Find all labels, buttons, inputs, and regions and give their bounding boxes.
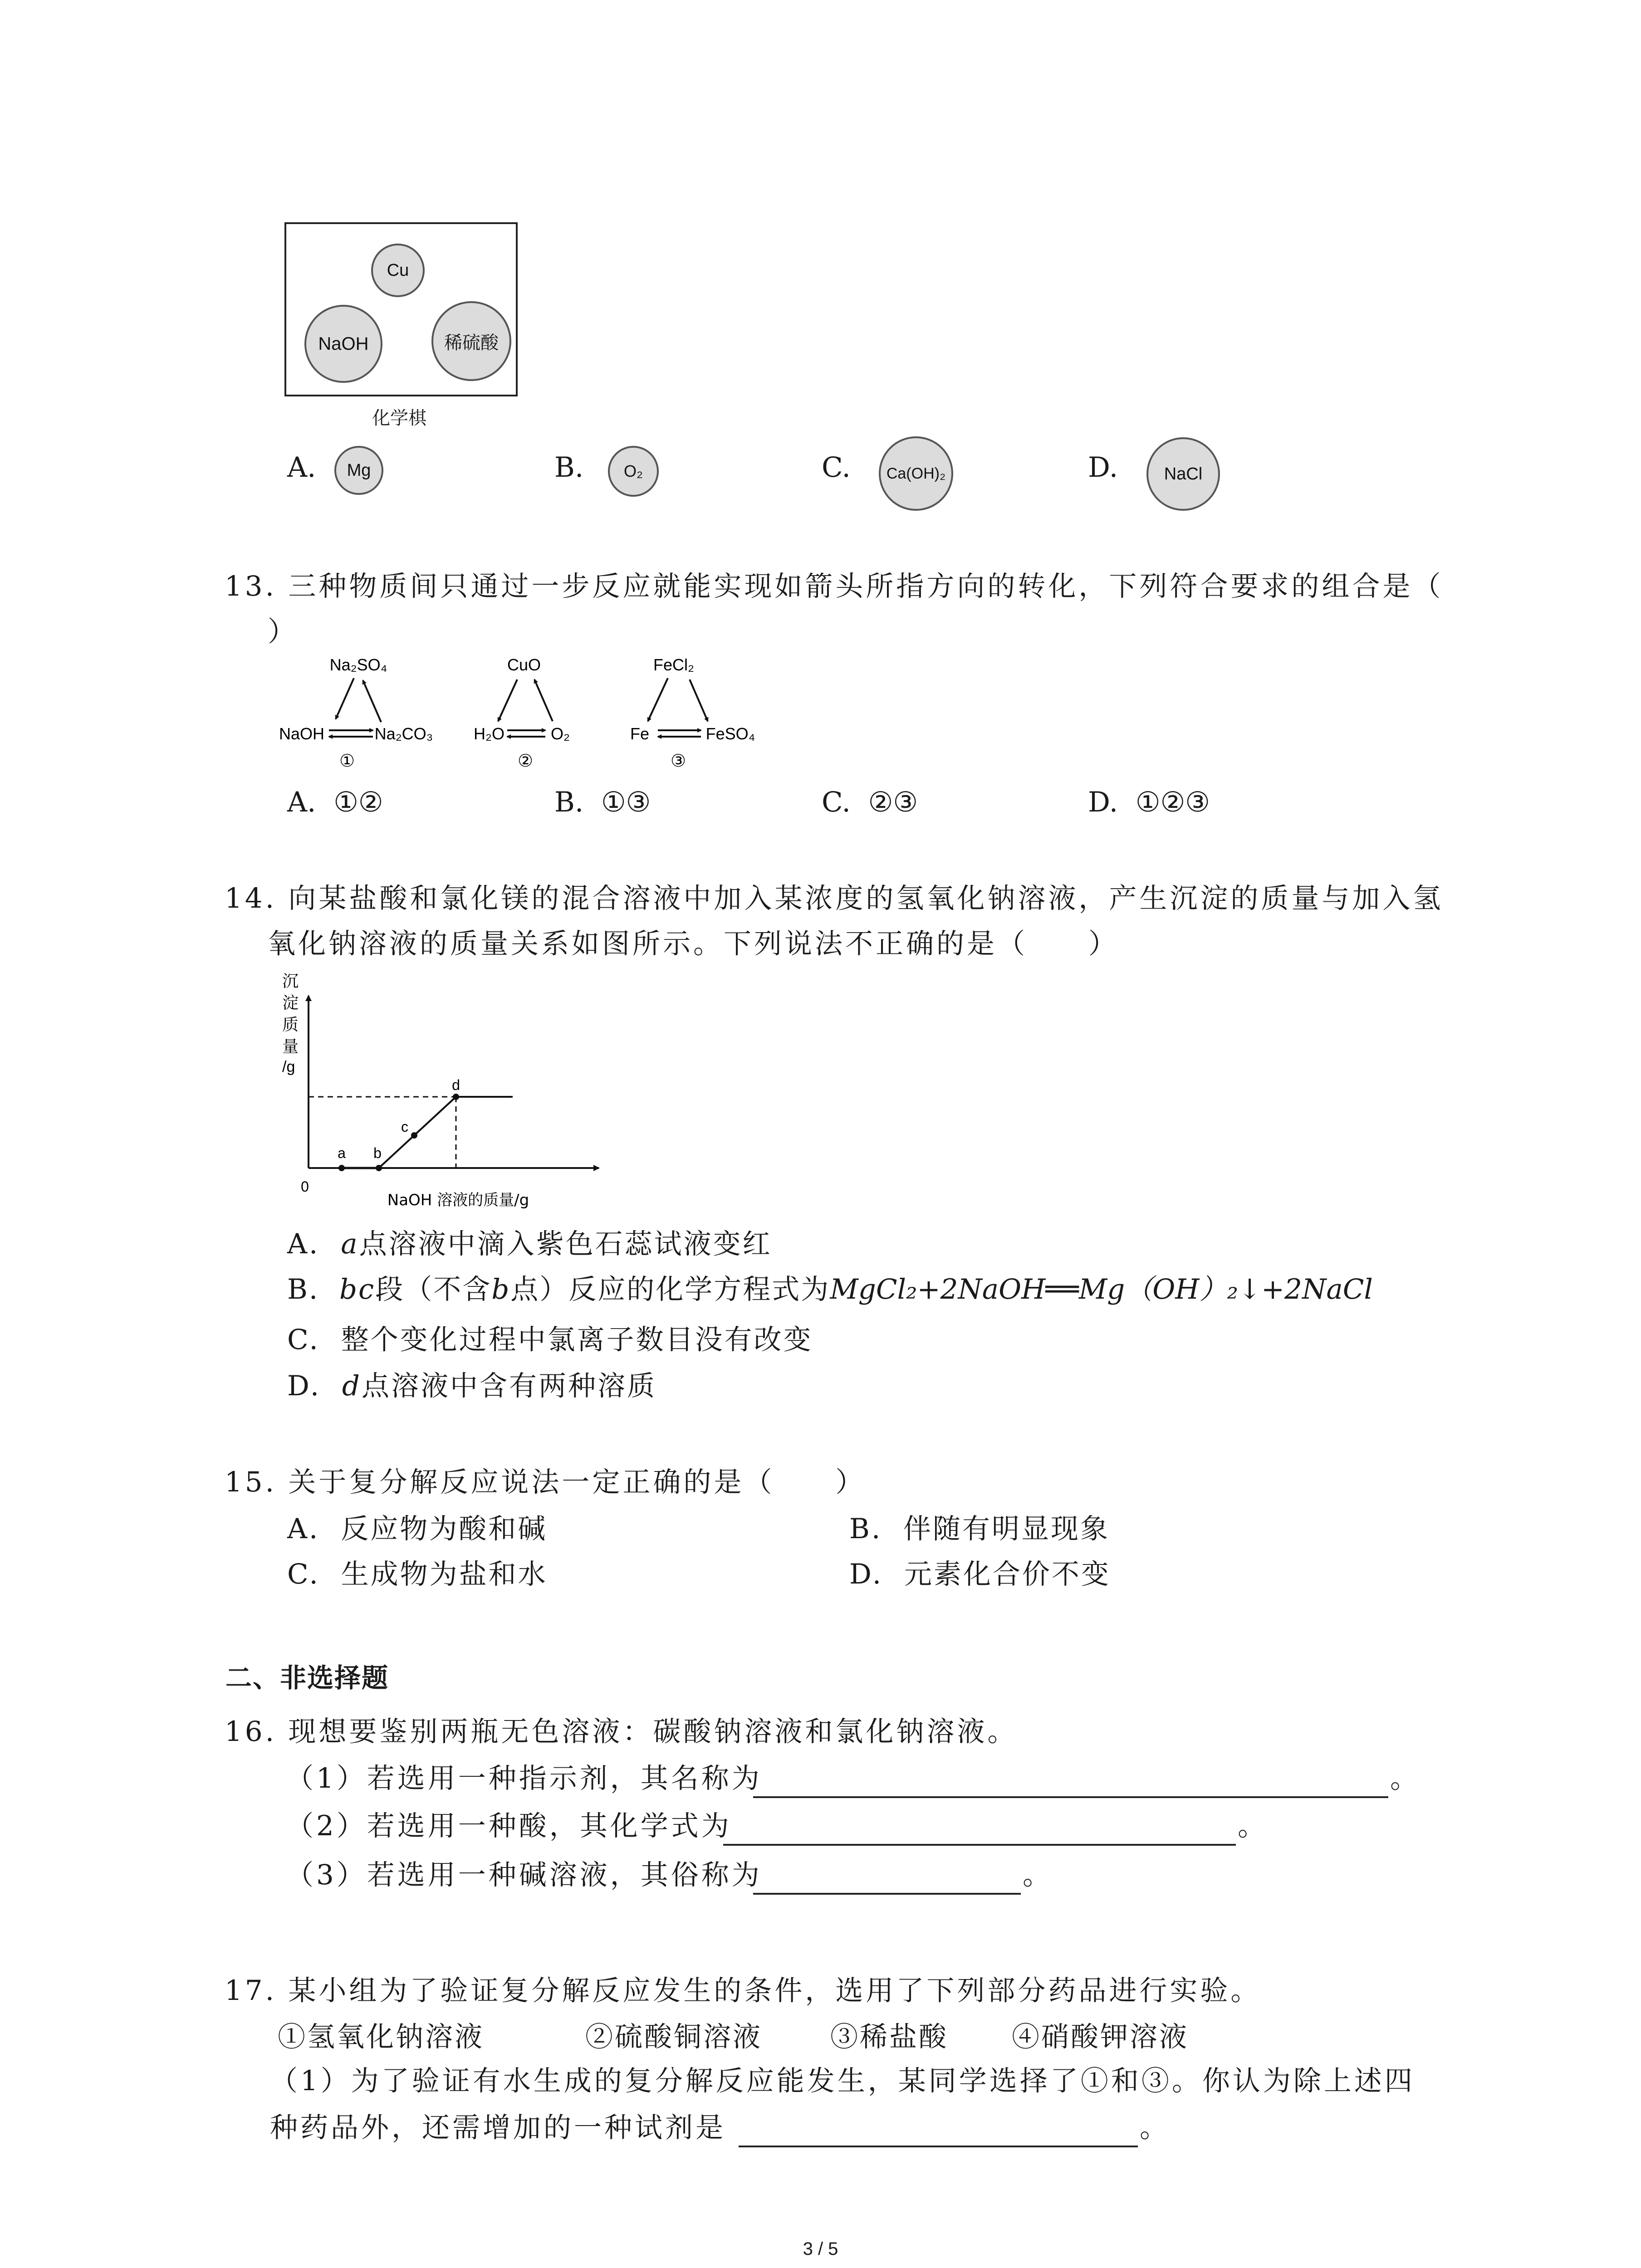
q12-option-c-piece[interactable]: Ca(OH)₂ [879,436,953,511]
q16-part1-answer-blank[interactable] [753,1796,1388,1798]
y-axis-label-4: 量 [282,1037,299,1056]
q16-stem: 16. 现想要鉴别两瓶无色溶液：碳酸钠溶液和氯化钠溶液。 [225,1716,1018,1748]
board-caption: 化学棋 [372,408,426,429]
x-axis-label: NaOH 溶液的质量/g [387,1191,529,1209]
diagram-1-right: Na₂CO₃ [374,724,433,743]
page-number: 3 / 5 [803,2239,838,2259]
precipitate-graph [272,968,635,1222]
q13-option-c[interactable]: C. ②③ [822,786,918,818]
y-axis-label-2: 淀 [282,994,299,1012]
q17-reagent-2: ②硫酸铜溶液 [585,2021,763,2053]
q14-stem-line2: 氧化钠溶液的质量关系如图所示。下列说法不正确的是（ ） [268,928,1119,960]
q12-option-c-letter[interactable]: C. [822,451,851,484]
q14-option-c[interactable]: C. 整个变化过程中氯离子数目没有改变 [287,1324,813,1356]
diagram-2-number: ② [517,751,534,771]
q15-option-c[interactable]: C. 生成物为盐和水 [287,1558,548,1590]
q15-option-d[interactable]: D. 元素化合价不变 [849,1558,1111,1590]
q13-option-a[interactable]: A. ①② [287,786,383,818]
q12-option-a-letter[interactable]: A. [287,451,316,484]
q13-stem-line2: ） [268,616,299,648]
q17-reagent-1: ①氢氧化钠溶液 [278,2021,485,2053]
q14-option-d[interactable]: D. d点溶液中含有两种溶质 [287,1370,656,1402]
y-axis-label-3: 质 [282,1016,299,1034]
q16-part1-text: （1）若选用一种指示剂，其名称为 [286,1762,762,1794]
q12-option-a-piece[interactable]: Mg [334,446,383,495]
q17-reagent-4: ④硝酸钾溶液 [1012,2021,1189,2053]
q17-part1-end: 。 [1140,2112,1168,2144]
q17-part1-line1: （1）为了验证有水生成的复分解反应能发生，某同学选择了①和③。你认为除上述四 [270,2065,1415,2097]
q16-part3-end: 。 [1023,1859,1051,1891]
q16-part2-end: 。 [1238,1810,1266,1842]
q17-part1-answer-blank[interactable] [739,2146,1138,2147]
point-a-label: a [338,1145,346,1161]
chemical-equation: MgCl₂+2NaOH══Mg（OH）₂↓+2NaCl [830,1273,1373,1305]
point-d-label: d [452,1077,460,1093]
diagram-2-top: CuO [507,655,541,674]
q17-stem: 17. 某小组为了验证复分解反应发生的条件，选用了下列部分药品进行实验。 [225,1975,1261,2007]
diagram-3-number: ③ [670,751,686,771]
q13-option-b[interactable]: B. ①③ [554,786,651,818]
q16-part2-text: （2）若选用一种酸，其化学式为 [286,1810,732,1842]
y-axis-label-1: 沉 [282,972,299,991]
diagram-3-top: FeCl₂ [653,655,694,674]
diagram-3-left: Fe [630,724,650,743]
diagram-1-left: NaOH [279,724,325,743]
q16-part1-end: 。 [1390,1762,1418,1794]
board-piece-cu: Cu [371,244,425,297]
point-c [411,1132,417,1139]
q16-part3-text: （3）若选用一种碱溶液，其俗称为 [286,1859,762,1891]
diagram-2-right: O₂ [551,724,570,743]
q15-stem: 15. 关于复分解反应说法一定正确的是（ ） [225,1466,866,1498]
q12-option-d-piece[interactable]: NaCl [1146,437,1220,511]
diagram-3-right: FeSO₄ [705,724,755,743]
q15-option-b[interactable]: B. 伴随有明显现象 [849,1513,1110,1545]
origin-label: 0 [301,1178,309,1195]
diagram-1 [279,655,433,771]
q12-option-b-letter[interactable]: B. [554,451,584,484]
board-piece-naoh: NaOH [304,305,382,383]
point-b [376,1165,382,1171]
q17-reagent-3: ③稀盐酸 [830,2021,949,2053]
conversion-diagrams [272,653,785,776]
q12-option-d-letter[interactable]: D. [1088,451,1118,484]
q17-part1-line2: 种药品外，还需增加的一种试剂是 [270,2112,726,2144]
point-c-label: c [401,1119,408,1135]
diagram-3 [630,655,755,771]
q13-option-d[interactable]: D. ①②③ [1088,786,1210,818]
diagram-2-left: H₂O [474,724,505,743]
chess-board [284,222,518,396]
q14-stem-line1: 14. 向某盐酸和氯化镁的混合溶液中加入某浓度的氢氧化钠溶液，产生沉淀的质量与加入氢 [225,882,1444,914]
point-b-label: b [373,1145,382,1161]
diagram-1-top: Na₂SO₄ [329,655,387,674]
q16-part3-answer-blank[interactable] [753,1893,1021,1895]
q15-option-a[interactable]: A. 反应物为酸和碱 [287,1513,548,1545]
q14-option-b[interactable]: B. bc段（不含b点）反应的化学方程式为MgCl₂+2NaOH══Mg（OH）₂↓+2NaCl [287,1273,1373,1305]
q12-option-b-piece[interactable]: O₂ [608,446,659,497]
y-axis-label-5: /g [282,1058,295,1075]
diagram-1-number: ① [339,751,355,771]
q13-stem-line1: 13. 三种物质间只通过一步反应就能实现如箭头所指方向的转化，下列符合要求的组合是（ [225,570,1444,602]
point-d [453,1094,459,1100]
q16-part2-answer-blank[interactable] [723,1844,1236,1846]
q14-option-a[interactable]: A. a点溶液中滴入紫色石蕊试液变红 [287,1228,772,1260]
board-piece-sulfuric-acid: 稀硫酸 [431,301,511,381]
section-heading: 二、非选择题 [225,1662,389,1693]
diagram-2 [474,655,570,771]
point-a [338,1165,345,1171]
